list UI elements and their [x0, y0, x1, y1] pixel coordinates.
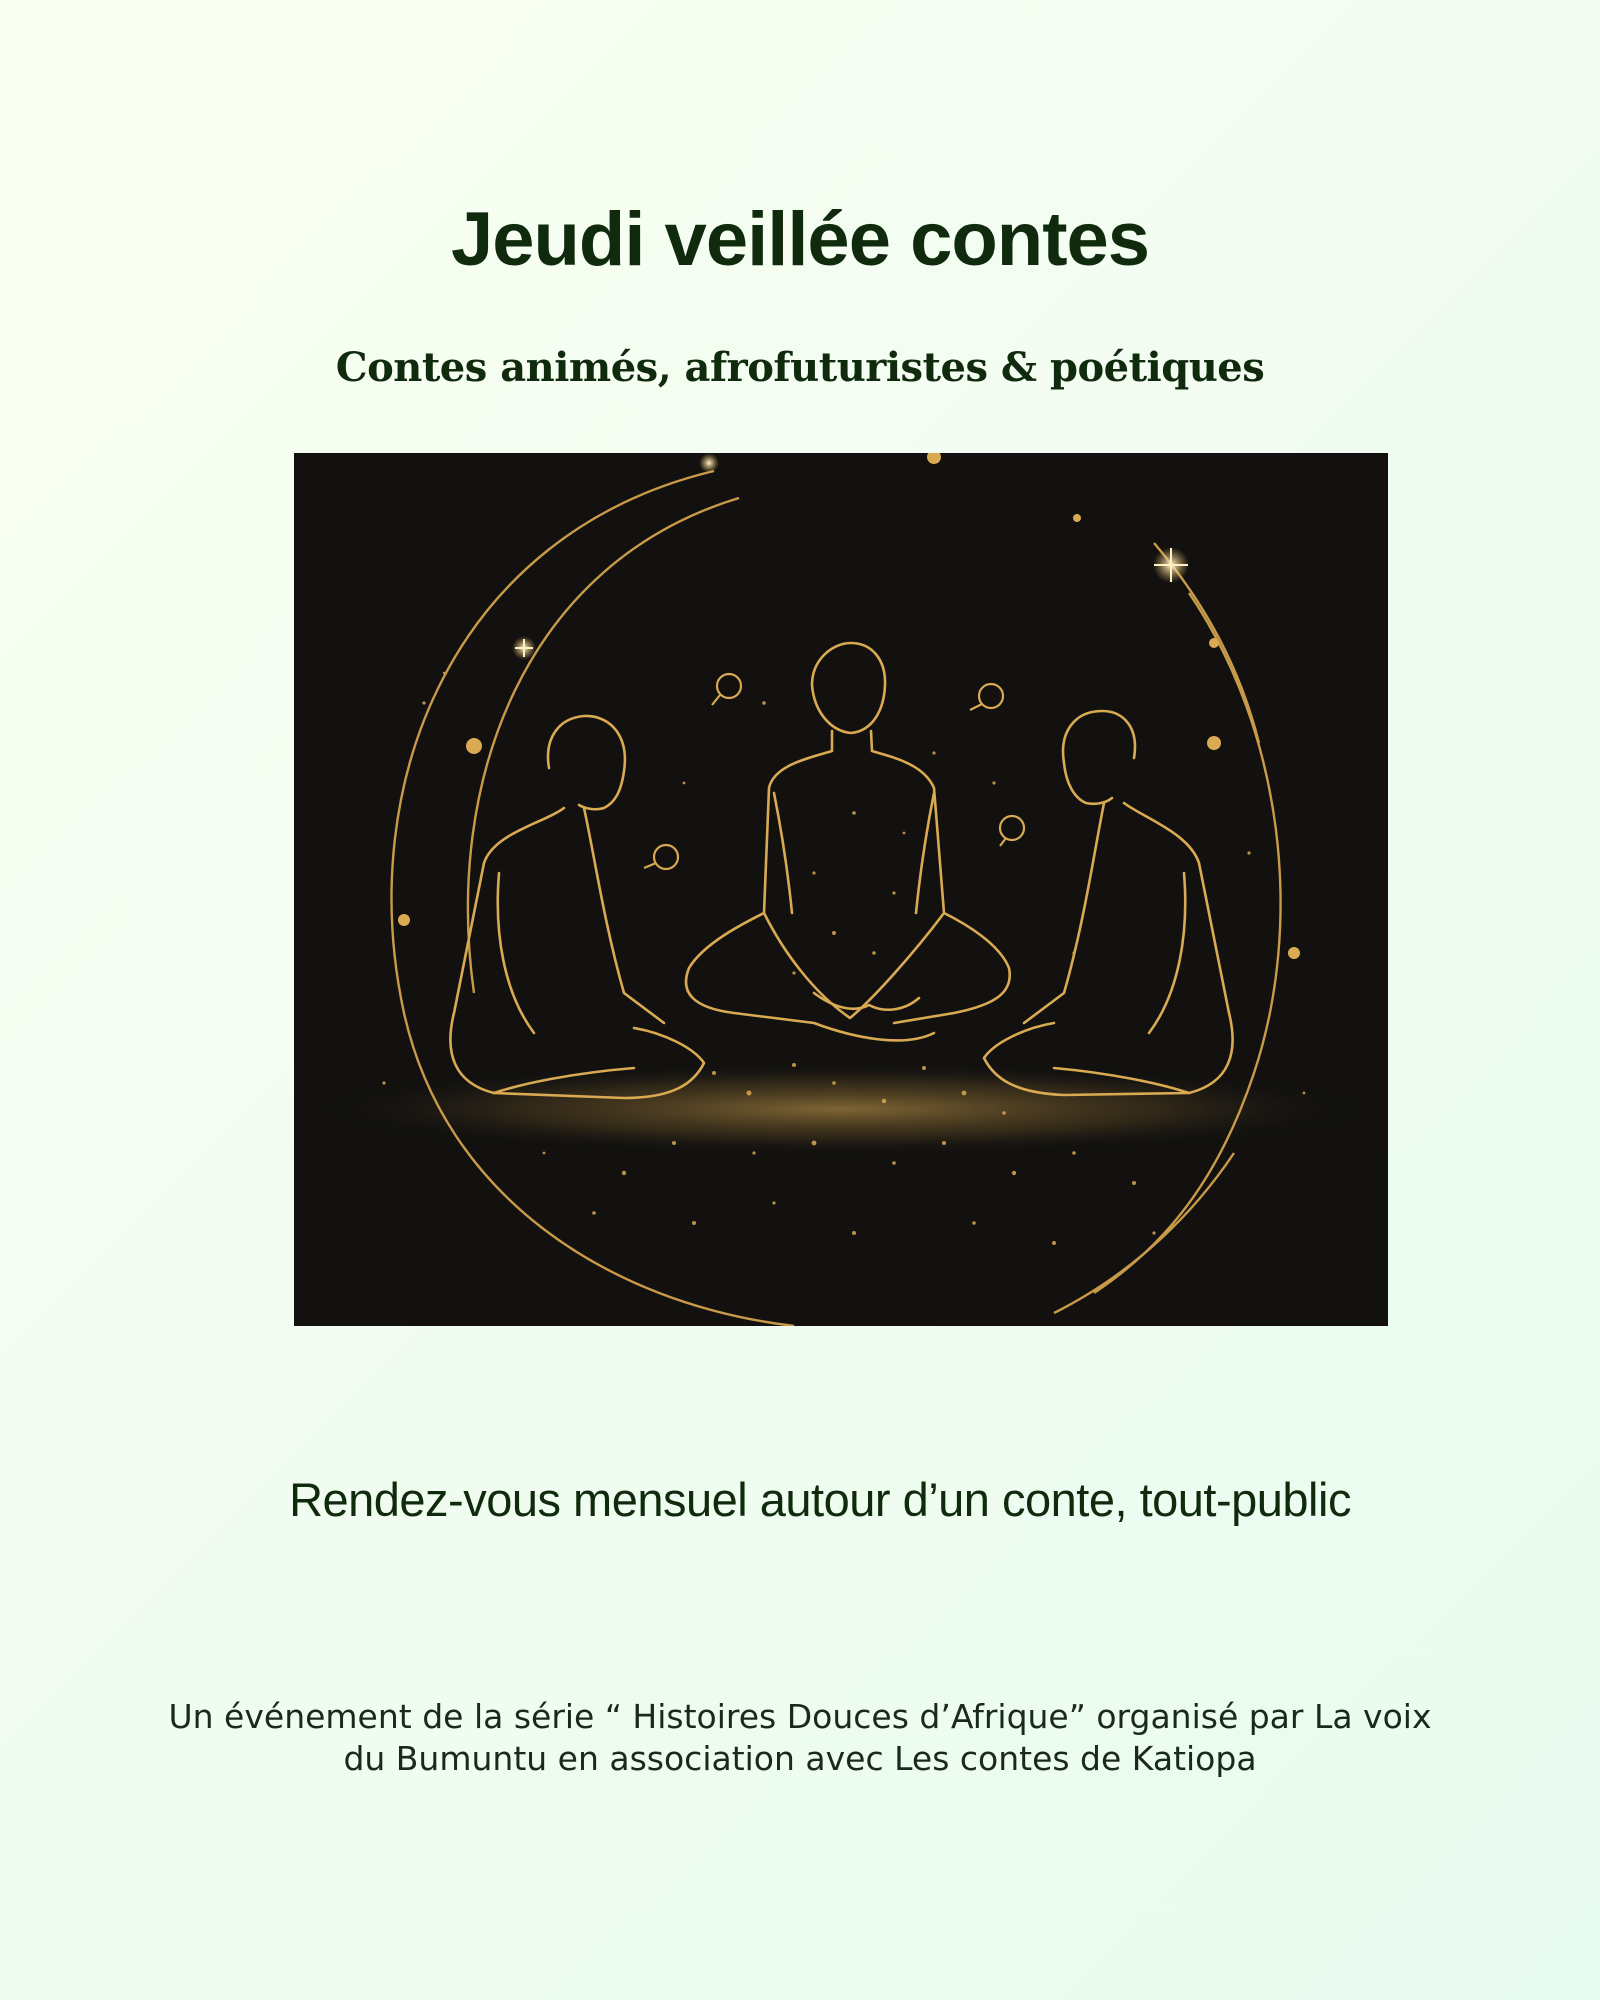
event-subtitle: Contes animés, afrofuturistes & poétiques [335, 344, 1265, 391]
event-title: Jeudi veillée contes [450, 197, 1150, 282]
event-tagline: Rendez-vous mensuel autour d’un conte, tout-public [289, 1473, 1351, 1526]
storytellers-circle-illustration [294, 453, 1388, 1326]
event-credit: Un événement de la série “ Histoires Douces d’Afrique” organisé par La voix du Bumuntu en association avec Les contes de Katiopa [168, 1697, 1432, 1778]
